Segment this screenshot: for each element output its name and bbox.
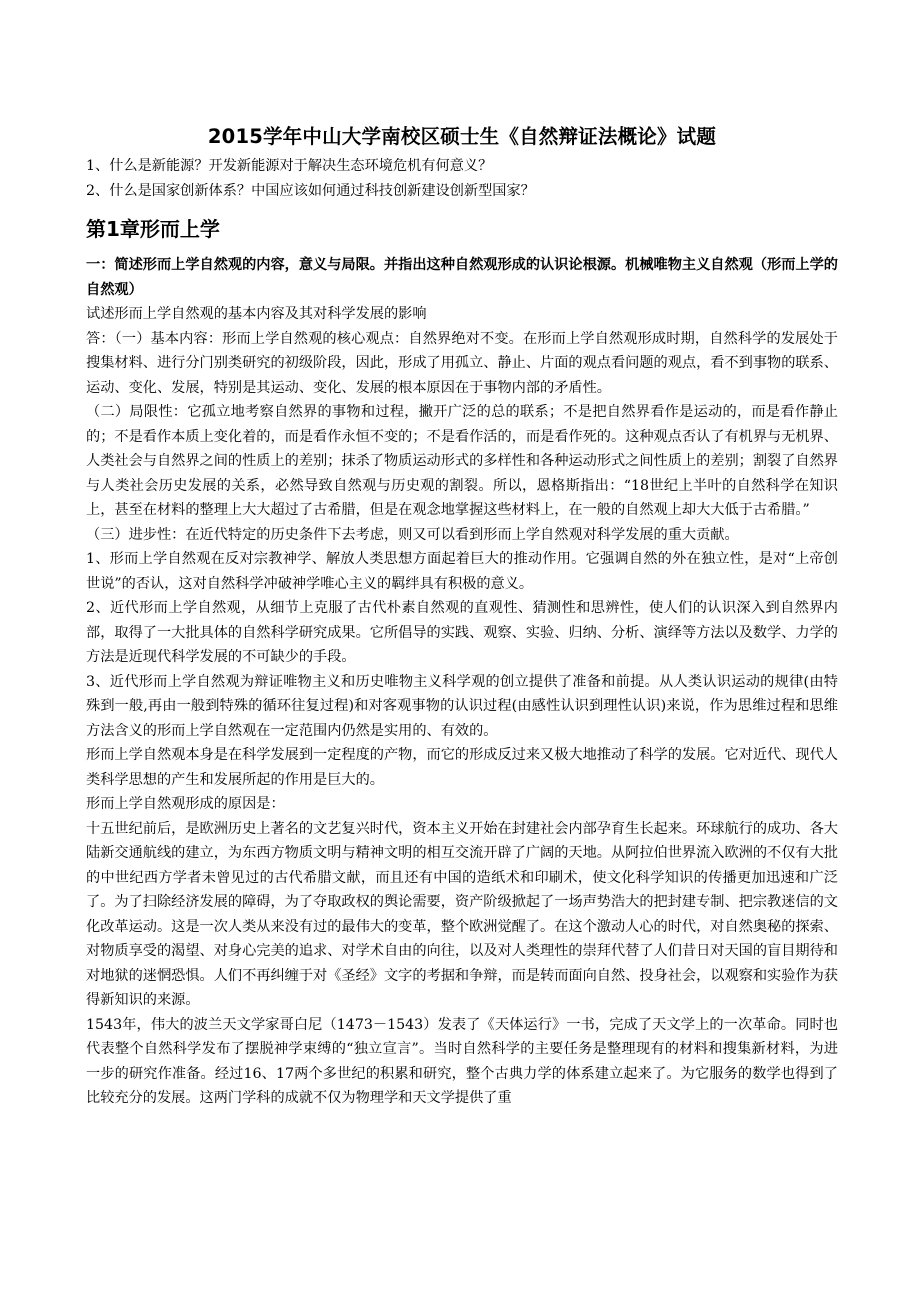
paragraph-point-3: 3、近代形而上学自然观为辩证唯物主义和历史唯物主义科学观的创立提供了准备和前提。从人类认识运动的规律(由特殊到一般,再由一般到特殊的循环往复过程)和对客观事物的认识过程(由感性认识到理性认识)来说，作为思维过程和思维方法含义的形而上学自然观在一定范围内仍然是实用的、有效的。 — [86, 673, 838, 739]
paragraph-point-1: 1、形而上学自然观在反对宗教神学、解放人类思想方面起着巨大的推动作用。它强调自然的外在独立性，是对“上帝创世说”的否认，这对自然科学冲破神学唯心主义的羁绊具有积极的意义。 — [86, 551, 838, 592]
section-heading: 一：简述形而上学自然观的内容，意义与局限。并指出这种自然观形成的认识论根源。机械唯物主义自然观（形而上学的自然观） — [86, 257, 838, 298]
paragraph-progressiveness: （三）进步性：在近代特定的历史条件下去考虑，则又可以看到形而上学自然观对科学发展的重大贡献。 — [86, 526, 739, 543]
paragraph-basic-content: 答：（一）基本内容：形而上学自然观的核心观点：自然界绝对不变。在形而上学自然观形成时期，自然科学的发展处于搜集材料、进行分门别类研究的初级阶段，因此，形成了用孤立、静止、片面的观点看问题的观点，看不到事物的联系、运动、变化、发展，特别是其运动、变化、发展的根本原因在于事物内部的矛盾性。 — [86, 330, 838, 396]
exam-question-1: 1、什么是新能源？开发新能源对于解决生态环境危机有何意义？ — [86, 158, 493, 174]
exam-question-2: 2、什么是国家创新体系？中国应该如何通过科技创新建设创新型国家？ — [86, 182, 535, 199]
document-page — [86, 118, 838, 1111]
paragraph-summary: 形而上学自然观本身是在科学发展到一定程度的产物，而它的形成反过来又极大地推动了科学的发展。它对近代、现代人类科学思想的产生和发展所起的作用是巨大的。 — [86, 747, 838, 788]
paragraph-causes-heading: 形而上学自然观形成的原因是： — [86, 796, 285, 812]
paragraph-copernicus: 1543年，伟大的波兰天文学家哥白尼（1473－1543）发表了《天体运行》一书，完成了天文学上的一次革命。同时也代表整个自然科学发布了摆脱神学束缚的“独立宣言”。当时自然科学的主要任务是整理现有的材料和搜集新材料，为进一步的研究作准备。经过16、17两个多世纪的积累和研究，整个古典力学的体系建立起来了。为它服务的数学也得到了比较充分的发展。这两门学科的成就不仅为物理学和天文学提供了重 — [86, 1016, 838, 1106]
paragraph-prompt: 试述形而上学自然观的基本内容及其对科学发展的影响 — [86, 306, 427, 322]
paragraph-point-2: 2、近代形而上学自然观，从细节上克服了古代朴素自然观的直观性、猜测性和思辨性，使人们的认识深入到自然界内部，取得了一大批具体的自然科学研究成果。它所倡导的实践、观察、实验、归纳、分析、演绎等方法以及数学、力学的方法是近现代科学发展的不可缺少的手段。 — [86, 600, 838, 665]
chapter-heading: 第1章形而上学 — [86, 217, 220, 241]
paragraph-renaissance: 十五世纪前后，是欧洲历史上著名的文艺复兴时代，资本主义开始在封建社会内部孕育生长起来。环球航行的成功、各大陆新交通航线的建立，为东西方物质文明与精神文明的相互交流开辟了广阔的天地。从阿拉伯世界流入欧洲的不仅有大批的中世纪西方学者未曾见过的古代希腊文献，而且还有中国的造纸术和印刷术，使文化科学知识的传播更加迅速和广泛了。为了扫除经济发展的障碍，为了夺取政权的舆论需要，资产阶级掀起了一场声势浩大的把封建专制、把宗教迷信的文化改革运动。这是一次人类从来没有过的最伟大的变革，整个欧洲觉醒了。在这个激动人心的时代，对自然奥秘的探索、对物质享受的渴望、对身心完美的追求、对学术自由的向往，以及对人类理性的崇拜代替了人们昔日对天国的盲目期待和对地狱的迷惘恐惧。人们不再纠缠于对《圣经》文字的考据和争辩，而是转而面向自然、投身社会，以观察和实验作为获得新知识的来源。 — [86, 820, 838, 1008]
paragraph-limitations: （二）局限性：它孤立地考察自然界的事物和过程，撇开广泛的总的联系；不是把自然界看作是运动的，而是看作静止的；不是看作本质上变化着的，而是看作永恒不变的；不是看作活的，而是看作死的。这种观点否认了有机界与无机界、人类社会与自然界之间的性质上的差别；抹杀了物质运动形式的多样性和各种运动形式之间性质上的差别；割裂了自然界与人类社会历史发展的关系，必然导致自然观与历史观的割裂。所以，恩格斯指出：“18世纪上半叶的自然科学在知识上，甚至在材料的整理上大大超过了古希腊，但是在观念地掌握这些材料上，在一般的自然观上却大大低于古希腊。” — [86, 404, 838, 518]
document-title: 2015学年中山大学南校区硕士生《自然辩证法概论》试题 — [207, 125, 717, 148]
